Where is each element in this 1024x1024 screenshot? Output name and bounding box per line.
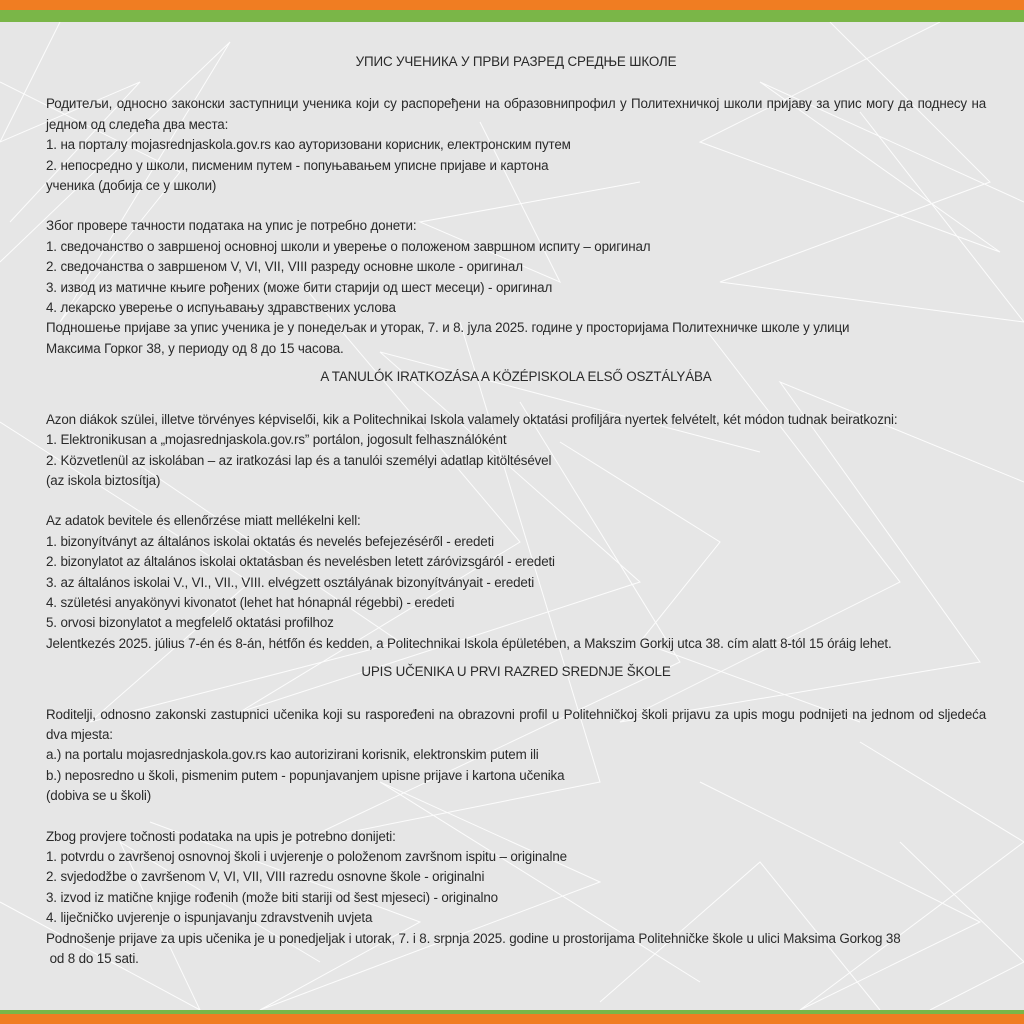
option-item: (az iskola biztosítja) <box>46 472 161 488</box>
document-item: 4. születési anyakönyvi kivonatot (lehet hat hónapnál régebbi) - eredeti <box>46 594 455 610</box>
option-item: b.) neposredno u školi, pismenim putem - popunjavanjem upisne prijave i kartona učenika <box>46 767 565 783</box>
section-title: УПИС УЧЕНИКА У ПРВИ РАЗРЕД СРЕДЊЕ ШКОЛЕ <box>355 54 677 69</box>
documents-intro: Zbog provjere točnosti podataka na upis je potrebno donijeti: <box>46 828 396 844</box>
document-item: 3. az általános iskolai V., VI., VII., VIII. elvégzett osztályának bizonyítványait - eredeti <box>46 574 535 590</box>
section-intro: Родитељи, односно законски заступници ученика који су распоређени на образовнипрофил у Политехничкој школи пријаву за упис могу да поднесу на једном од следећа два места: <box>46 96 986 132</box>
option-item: 2. Közvetlenül az iskolában – az iratkozási lap és a tanulói személyi adatlap kitöltésével <box>46 452 552 468</box>
section-croatian <box>46 662 986 969</box>
document-item: 3. izvod iz matične knjige rođenih (može biti stariji od šest mjeseci) - originalno <box>46 889 498 905</box>
closing-line: Подношење пријаве за упис ученика је у понедељак и уторак, 7. и 8. јула 2025. године у просторијама Политехничке школе у улици <box>46 320 850 336</box>
documents-intro: Az adatok bevitele és ellenőrzése miatt mellékelni kell: <box>46 513 361 529</box>
section-title: UPIS UČENIKA U PRVI RAZRED SREDNJE ŠKOLE <box>361 664 671 680</box>
top-orange-stripe <box>0 0 1024 10</box>
closing-line: Максима Горког 38, у периоду од 8 до 15 часова. <box>46 340 344 356</box>
top-green-stripe <box>0 10 1024 22</box>
option-item: 1. на порталу mojasrednjaskola.gov.rs као ауторизовани корисник, електронским путем <box>46 137 571 153</box>
section-intro: Roditelji, odnosno zakonski zastupnici učenika koji su raspoređeni na obrazovni profil u Politehničkoj školi prijavu za upis mogu podnijeti na jednom od sljedeća dva mjesta: <box>46 706 986 742</box>
closing-line: od 8 do 15 sati. <box>46 951 139 967</box>
document-body <box>46 52 986 969</box>
document-item: 4. лекарско уверење о испуњавању здравствених услова <box>46 300 396 316</box>
document-item: 1. bizonyítványt az általános iskolai oktatás és nevelés befejezéséről - eredeti <box>46 533 495 549</box>
document-item: 4. liječničko uvjerenje o ispunjavanju zdravstvenih uvjeta <box>46 910 373 926</box>
closing-line: Podnošenje prijave za upis učenika je u ponedjeljak i utorak, 7. i 8. srpnja 2025. godine u prostorijama Politehničke škole u ulici Maksima Gorkog 38 <box>46 930 901 946</box>
option-item: ученика (добија се у школи) <box>46 178 217 194</box>
section-serbian-cyrillic <box>46 52 986 359</box>
bottom-orange-stripe <box>0 1014 1024 1024</box>
document-item: 2. bizonylatot az általános iskolai oktatásban és nevelésben letett záróvizsgáról - eredeti <box>46 554 555 570</box>
section-intro: Azon diákok szülei, illetve törvényes képviselői, kik a Politechnikai Iskola valamely oktatási profiljára nyertek felvételt, két módon tudnak beiratkozni: <box>46 411 898 427</box>
document-item: 2. сведочанства о завршеном V, VI, VII, VIII разреду основне школе - оригинал <box>46 259 523 275</box>
option-item: a.) na portalu mojasrednjaskola.gov.rs kao autorizirani korisnik, elektronskim putem ili <box>46 747 539 763</box>
closing-line: Jelentkezés 2025. július 7-én és 8-án, hétfőn és kedden, a Politechnikai Iskola épületében, a Makszim Gorkij utca 38. cím alatt 8-tól 15 óráig lehet. <box>46 635 892 651</box>
document-item: 5. orvosi bizonylatot a megfelelő oktatási profilhoz <box>46 615 334 631</box>
document-item: 1. сведочанство о завршеној основној школи и уверење о положеном завршном испиту – оригинал <box>46 238 651 254</box>
option-item: 2. непосредно у школи, писменим путем - попуњавањем уписне пријаве и картона <box>46 157 549 173</box>
option-item: 1. Elektronikusan a „mojasrednjaskola.gov.rs” portálon, jogosult felhasználóként <box>46 432 507 448</box>
document-item: 2. svjedodžbe o završenom V, VI, VII, VIII razredu osnovne škole - originalni <box>46 869 485 885</box>
section-title: A TANULÓK IRATKOZÁSA A KÖZÉPISKOLA ELSŐ OSZTÁLYÁBA <box>320 369 712 385</box>
section-hungarian <box>46 367 986 654</box>
option-item: (dobiva se u školi) <box>46 788 152 804</box>
documents-intro: Због провере тачности података на упис је потребно донети: <box>46 218 417 234</box>
document-item: 3. извод из матичне књиге рођених (може бити старији од шест месеци) - оригинал <box>46 279 553 295</box>
document-item: 1. potvrdu o završenoj osnovnoj školi i uvjerenje o položenom završnom ispitu – originalne <box>46 849 567 864</box>
